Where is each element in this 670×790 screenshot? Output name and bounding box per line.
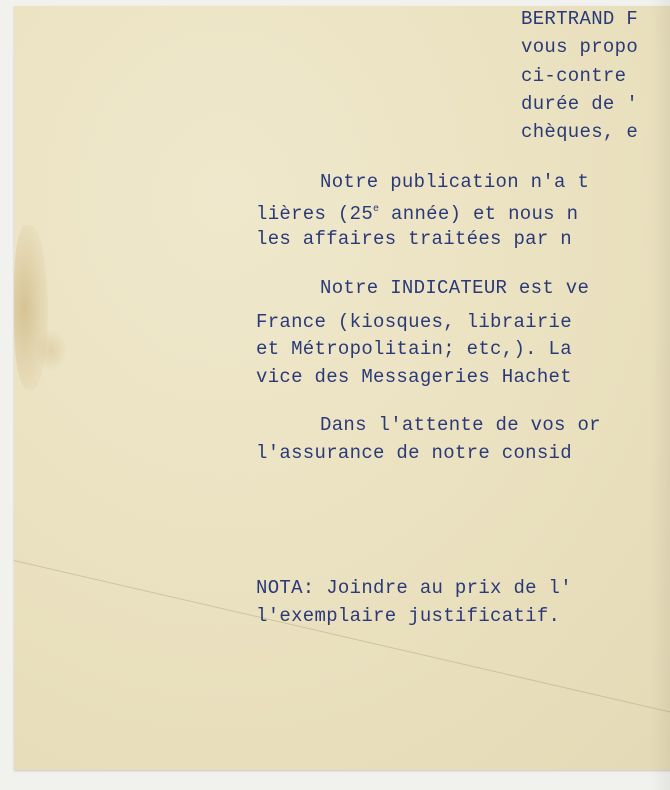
header-line-5: chèques, e — [521, 121, 639, 143]
paragraph-3-line-2: l'assurance de notre consid — [256, 442, 572, 464]
header-line-2: vous propo — [521, 36, 639, 58]
header-line-3: ci-contre — [521, 65, 627, 87]
paragraph-2-line-4: vice des Messageries Hachet — [256, 366, 572, 388]
nota-line-2: l'exemplaire justificatif. — [256, 605, 561, 627]
paragraph-2-line-1: Notre INDICATEUR est ve — [320, 277, 590, 299]
superscript-e: e — [373, 204, 380, 215]
water-stain-small — [36, 330, 66, 370]
paragraph-1-line-2 — [256, 197, 578, 227]
paragraph-3-line-1: Dans l'attente de vos or — [320, 414, 601, 436]
header-line-4: durée de ' — [521, 93, 639, 115]
paragraph-1-line-3: les affaires traitées par n — [256, 228, 572, 250]
paragraph-1-line-2-end: année) et nous n — [379, 203, 579, 225]
paragraph-2-line-2: France (kiosques, librairie — [256, 311, 572, 333]
nota-line-1: NOTA: Joindre au prix de l' — [256, 577, 572, 599]
paragraph-1-line-1: Notre publication n'a t — [320, 171, 590, 193]
edge-shadow — [650, 0, 670, 790]
paragraph-2-line-3: et Métropolitain; etc,). La — [256, 338, 572, 360]
header-line-1: BERTRAND F — [521, 8, 639, 30]
paragraph-1-line-2-start: lières (25 — [256, 203, 374, 225]
